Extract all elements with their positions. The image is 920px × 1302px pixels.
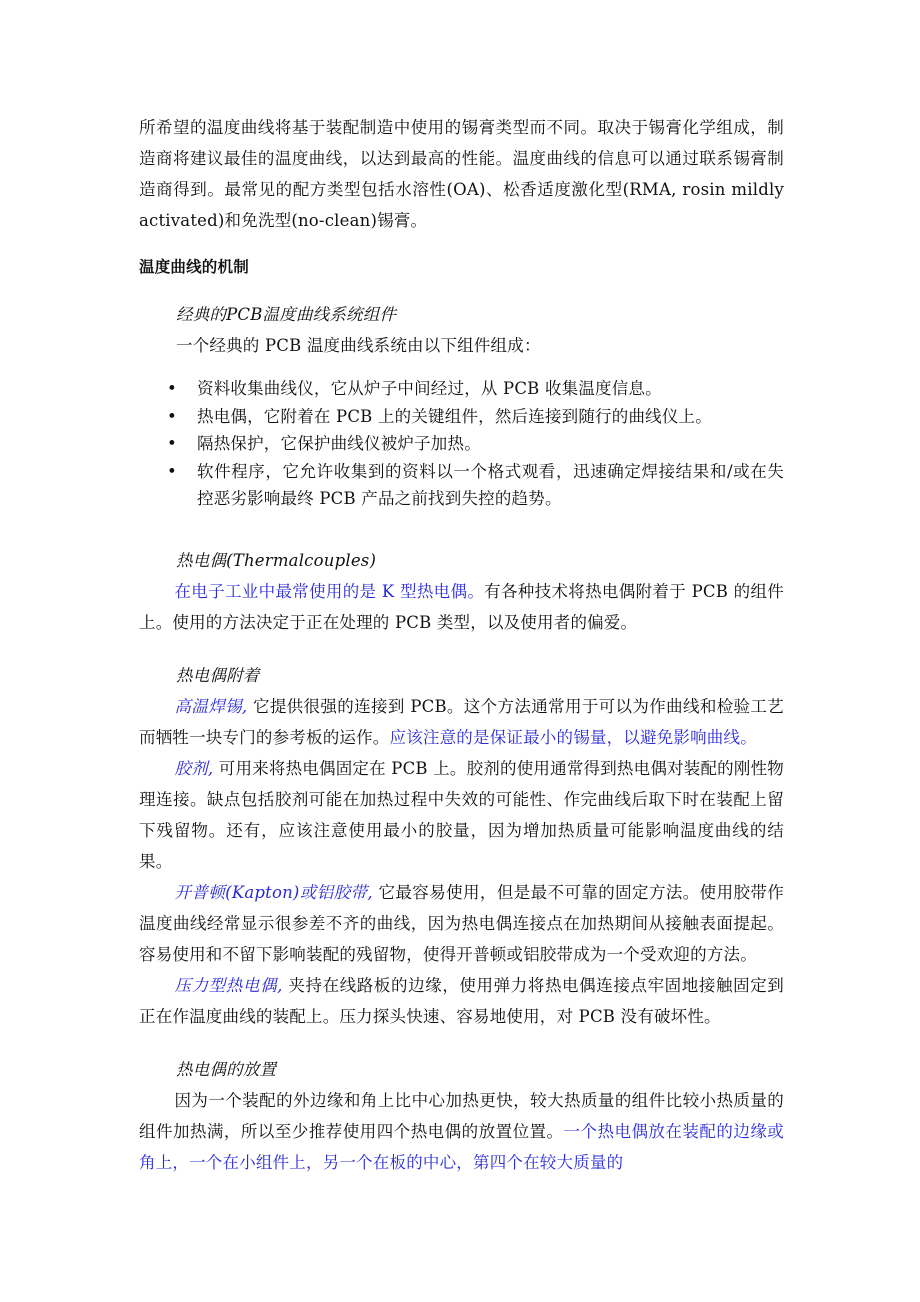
heading-thermocouples: 热电偶(Thermalcouples): [176, 550, 377, 570]
bullet-icon: •: [167, 434, 177, 453]
solder-paragraph: [139, 691, 784, 753]
body-text: 可用来将热电偶固定在 PCB 上。胶剂的使用通常得到热电偶对装配的刚性物理连接。缺点包括胶剂可能在加热过程中失效的可能性、作完曲线后取下时在装配上留下残留物。还有，应该注意使用最小的胶量，因为增加热质量可能影响温度曲线的结果。: [139, 758, 784, 871]
method-label: 压力型热电偶,: [174, 975, 283, 995]
heading-placement: 热电偶的放置: [176, 1059, 277, 1079]
method-label: 开普顿(Kapton)或铝胶带,: [174, 882, 373, 902]
components-list: [139, 375, 784, 513]
body-text: 因为一个装配的外边缘和角上比中心加热更快，较大热质量的组件比较小热质量的组件加热满，所以至少推荐使用四个热电偶的放置位置。: [139, 1090, 784, 1141]
highlighted-text: 在电子工业中最常使用的是 K 型热电偶。: [174, 581, 485, 601]
intro-paragraph: 所希望的温度曲线将基于装配制造中使用的锡膏类型而不同。取决于锡膏化学组成，制造商将建议最佳的温度曲线，以达到最高的性能。温度曲线的信息可以通过联系锡膏制造商得到。最常见的配方类型包括水溶性(OA)、松香适度激化型(RMA, rosin mildly activated)和免洗型(no-clean)锡膏。: [139, 118, 784, 230]
highlighted-text: 应该注意的是保证最小的锡量，以避免影响曲线。: [389, 727, 757, 747]
placement-paragraph: [139, 1085, 784, 1178]
body-text: 它提供很强的连接到 PCB。这个方法通常用于可以为作曲线和检验工艺而牺牲一块专门的参考板的运作。: [139, 696, 784, 747]
bullet-icon: •: [167, 379, 177, 398]
heading-system-components: 经典的PCB温度曲线系统组件: [176, 305, 397, 324]
list-item: [139, 458, 784, 513]
list-item-text: 热电偶，它附着在 PCB 上的关键组件，然后连接到随行的曲线仪上。: [197, 406, 712, 426]
list-item: [139, 375, 784, 403]
method-label: 胶剂,: [174, 758, 214, 778]
tape-paragraph: [139, 877, 784, 970]
body-text: 它最容易使用，但是最不可靠的固定方法。使用胶带作温度曲线经常显示很参差不齐的曲线，因为热电偶连接点在加热期间从接触表面提起。容易使用和不留下影响装配的残留物，使得开普顿或铝胶带成为一个受欢迎的方法。: [139, 882, 784, 964]
body-text: 有各种技术将热电偶附着于 PCB 的组件上。使用的方法决定于正在处理的 PCB 类型，以及使用者的偏爱。: [139, 581, 784, 632]
bullet-icon: •: [167, 406, 177, 426]
method-label: 高温焊锡,: [174, 696, 248, 716]
list-item: [139, 403, 784, 431]
bullet-icon: •: [167, 461, 177, 481]
system-lead-paragraph: 一个经典的 PCB 温度曲线系统由以下组件组成：: [176, 336, 541, 355]
heading-mechanism: 温度曲线的机制: [139, 258, 249, 276]
document-page: [139, 112, 784, 1178]
highlighted-text: 一个热电偶放在装配的边缘或角上，一个在小组件上，另一个在板的中心，第四个在较大质量的: [139, 1121, 785, 1172]
thermocouples-paragraph: [139, 576, 784, 638]
pressure-paragraph: [139, 970, 784, 1032]
list-item-text: 软件程序，它允许收集到的资料以一个格式观看，迅速确定焊接结果和/或在失控恶劣影响最终 PCB 产品之前找到失控的趋势。: [197, 461, 784, 508]
body-text: 夹持在线路板的边缘，使用弹力将热电偶连接点牢固地接触固定到正在作温度曲线的装配上。压力探头快速、容易地使用，对 PCB 没有破坏性。: [139, 975, 784, 1026]
list-item-text: 隔热保护，它保护曲线仪被炉子加热。: [197, 434, 481, 453]
adhesive-paragraph: [139, 753, 784, 877]
list-item-text: 资料收集曲线仪，它从炉子中间经过，从 PCB 收集温度信息。: [197, 379, 662, 398]
heading-attachment: 热电偶附着: [176, 665, 260, 685]
list-item: [139, 430, 784, 458]
